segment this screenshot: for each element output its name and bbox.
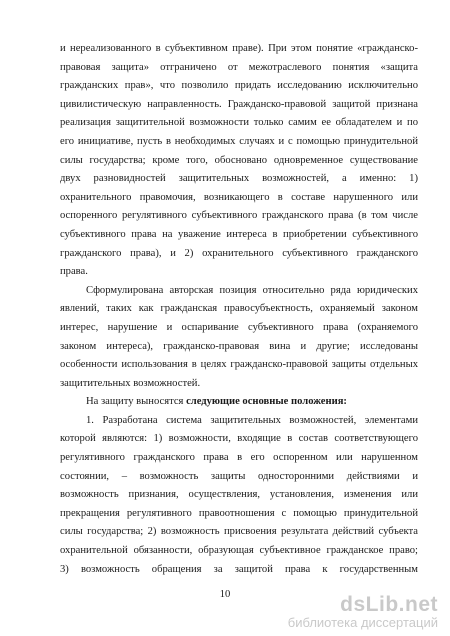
text-line: законом интереса), гражданско-правовая вина и другие; исследованы bbox=[60, 340, 418, 352]
page-number: 10 bbox=[219, 589, 231, 600]
watermark bbox=[288, 594, 438, 630]
text-line: и нереализованного в субъективном праве). При этом понятие «гражданско- bbox=[60, 43, 418, 54]
text-line: права. bbox=[60, 266, 88, 278]
defense-intro-line bbox=[60, 393, 418, 412]
text-line: которой являются: 1) возможности, входящие в состав соответствующего bbox=[60, 433, 418, 445]
watermark-logo: dsLib.net bbox=[340, 593, 438, 616]
watermark-subtitle: библиотека диссертаций bbox=[287, 615, 438, 630]
bold-phrase: следующие основные положения: bbox=[186, 396, 347, 408]
text-line: защитительных возможностей. bbox=[60, 377, 201, 389]
text-line: его инициативе, пусть в необходимых случаях и с помощью принудительной bbox=[60, 135, 418, 147]
text-line: 1. Разработана система защитительных возможностей, элементами bbox=[86, 414, 418, 426]
text-line: возможность признания, осуществления, установления, изменения или bbox=[60, 489, 418, 501]
text-line: явлений, таких как гражданская правосубъектность, охраняемый законом bbox=[60, 303, 418, 315]
text-line: силы государства; кроме того, обосновано одновременное существование bbox=[60, 154, 418, 166]
text-line: интерес, нарушение и оспаривание субъективного права (охраняемого bbox=[60, 321, 418, 333]
defense-intro-text: На защиту выносятся bbox=[86, 396, 187, 408]
text-line: субъективного права на уважение интереса в приобретении субъективного bbox=[60, 228, 418, 240]
text-line: силы государства; 2) возможность присвоения результата действий субъекта bbox=[60, 526, 418, 538]
text-line: оспоренного регулятивного субъективного гражданского права (в том числе bbox=[60, 210, 418, 222]
text-line: правовая защита» отграничено от межотраслевого понятия «защита bbox=[60, 61, 418, 73]
text-line: гражданских прав», что позволило придать исследованию исключительно bbox=[60, 80, 418, 92]
text-line: состоянии, – возможность защиты односторонними действиями и bbox=[60, 470, 418, 482]
text-line: реализация защитительной возможности только самим ее обладателем и по bbox=[60, 117, 418, 129]
text-line: охранительной обязанности, образующая субъективное гражданское право; bbox=[60, 545, 418, 557]
text-line: охранительного правомочия, возникающего в составе нарушенного или bbox=[60, 191, 418, 203]
text-line: 3) возможность обращения за защитой права к государственным bbox=[60, 563, 418, 575]
text-line: гражданского права), и 2) охранительного субъективного гражданского bbox=[60, 247, 418, 259]
text-line: Сформулирована авторская позиция относительно ряда юридических bbox=[86, 284, 418, 296]
body-text bbox=[60, 40, 418, 579]
text-line: регулятивного гражданского права в его оспоренном или нарушенном bbox=[60, 452, 418, 464]
text-line: цивилистическую направленность. Гражданско-правовой защитой признана bbox=[60, 98, 418, 110]
text-line: прекращения регулятивного правоотношения с помощью принудительной bbox=[60, 507, 418, 519]
text-line: двух разновидностей защитительных возможностей, а именно: 1) bbox=[60, 173, 418, 185]
text-line: особенности использования в целях гражданско-правовой защиты отдельных bbox=[60, 359, 418, 371]
